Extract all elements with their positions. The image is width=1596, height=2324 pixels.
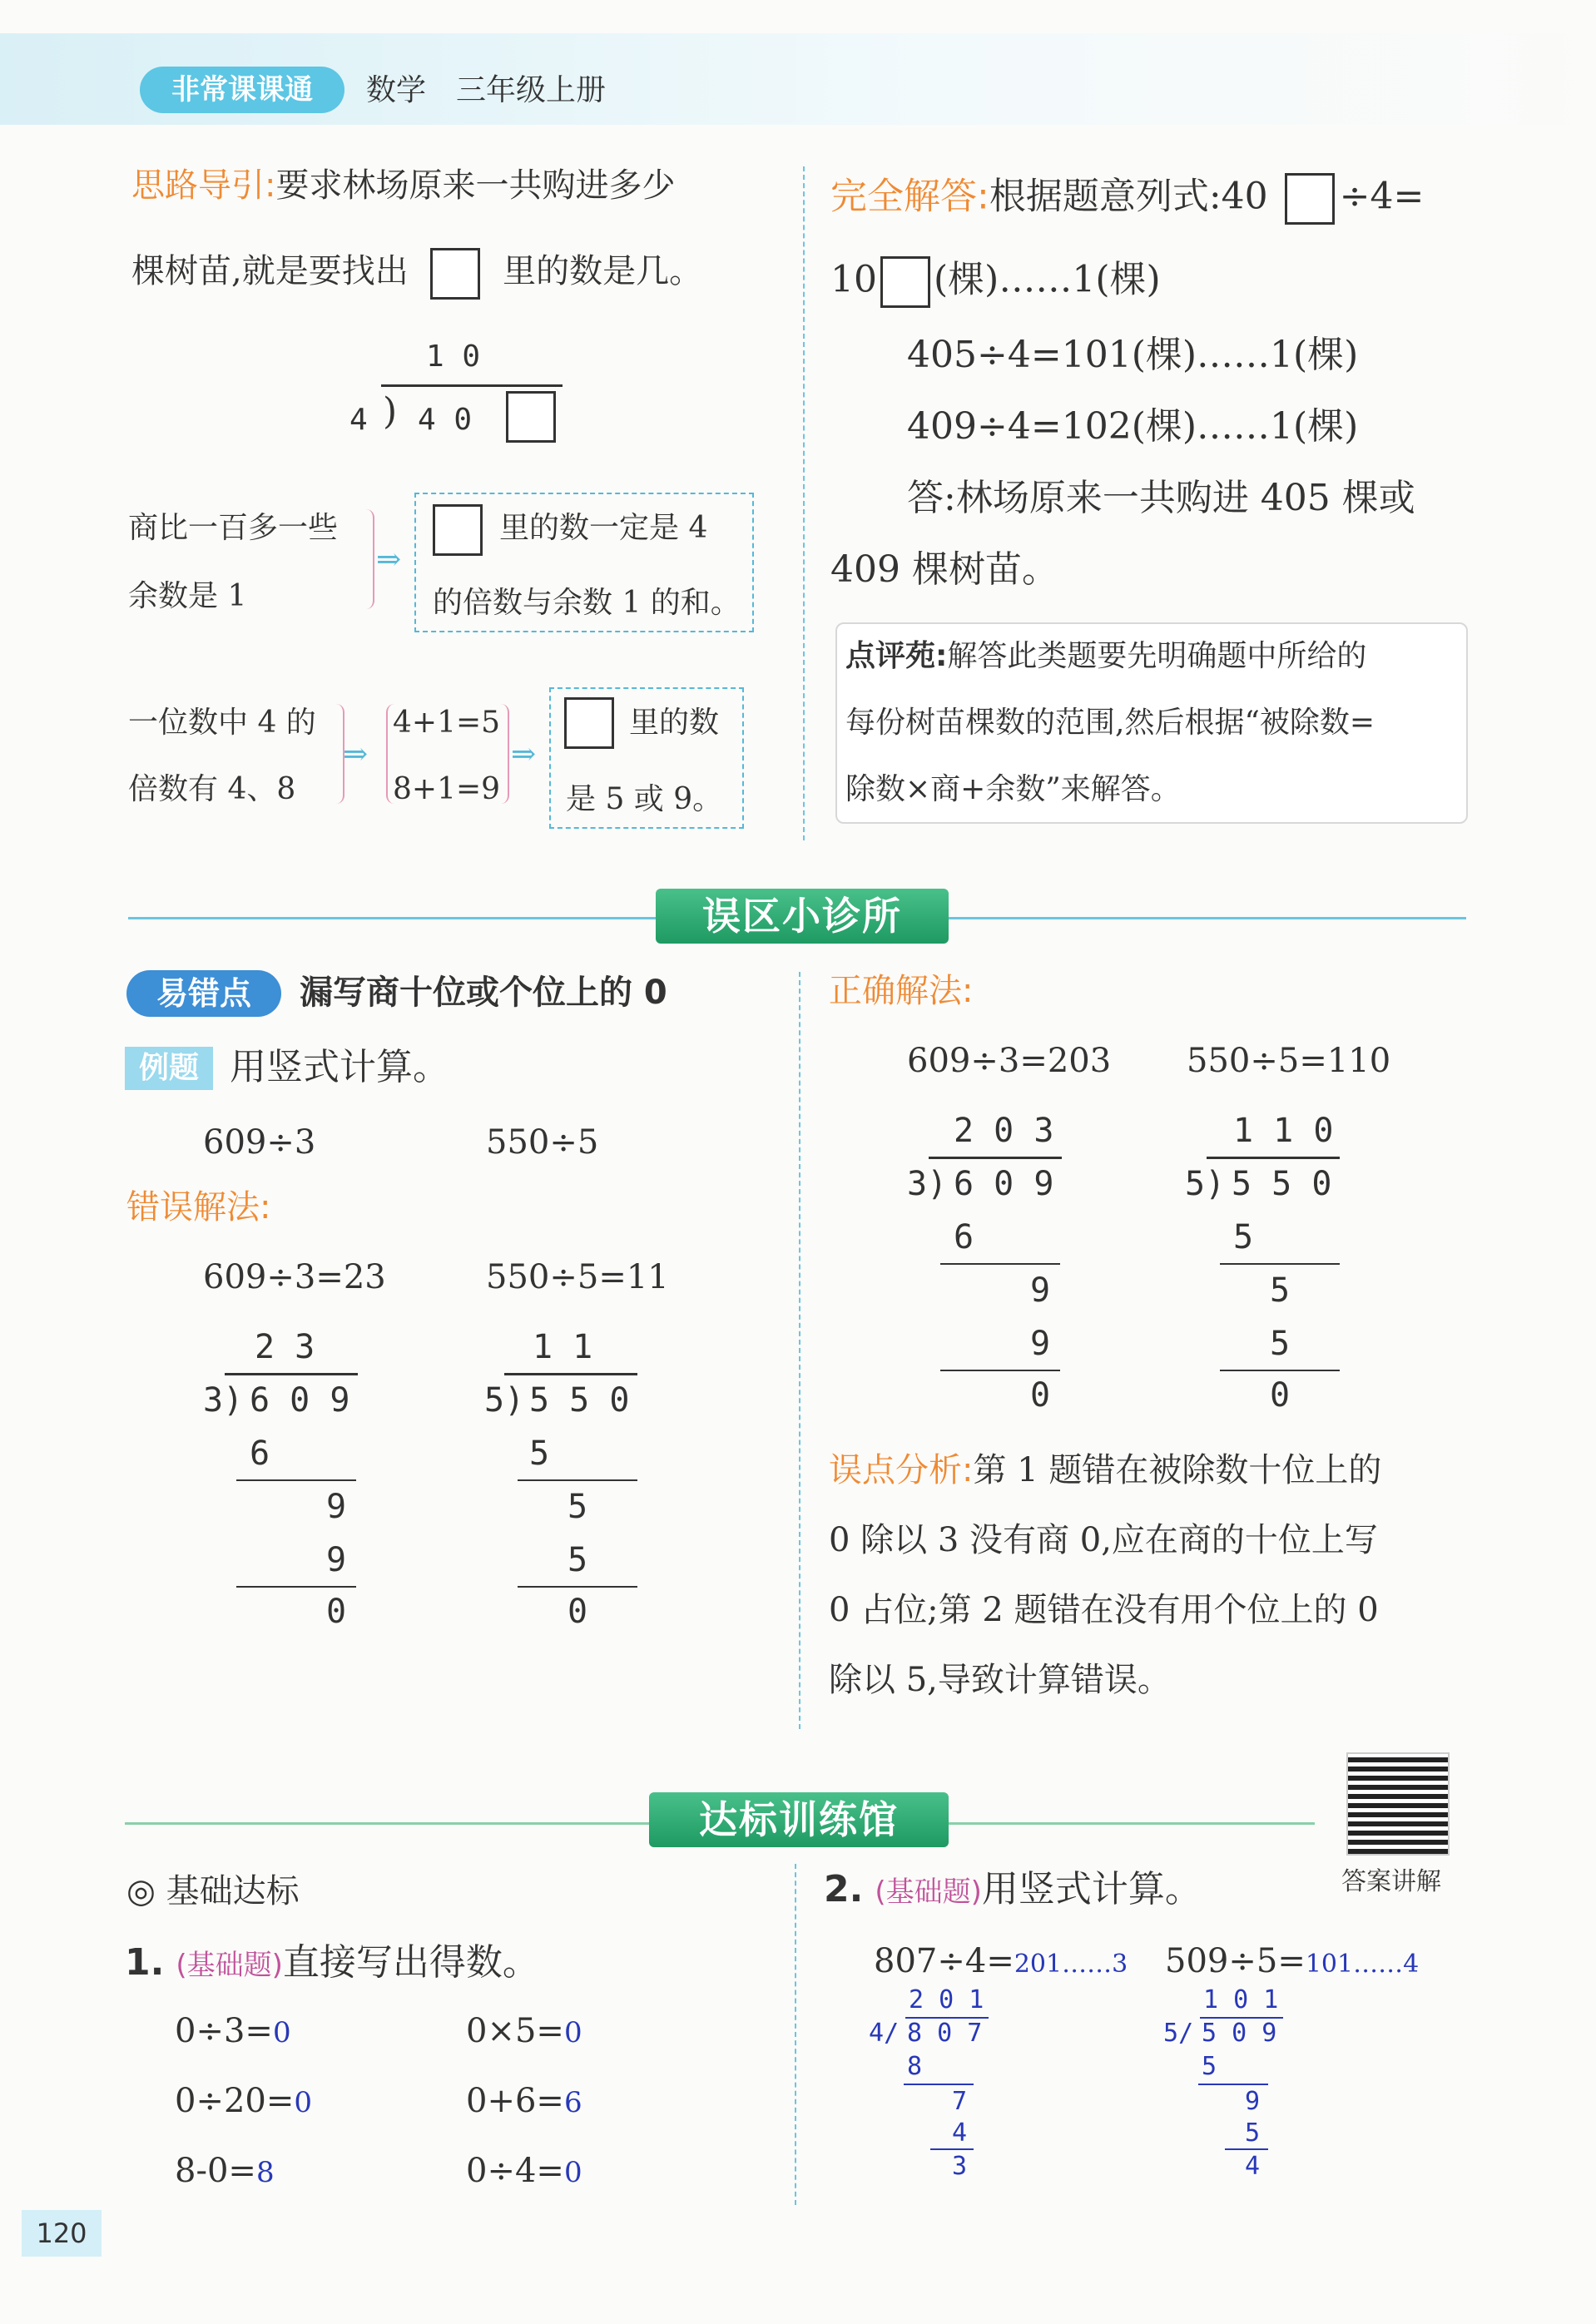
answer-line2: 10 (棵)……1(棵) bbox=[830, 256, 1161, 308]
w1-step2: 9 bbox=[326, 1488, 347, 1526]
analysis-line2: 棵树苗,就是要找出 里的数是几。 bbox=[131, 248, 702, 300]
note2-eq1: 4+1=5 bbox=[393, 706, 501, 740]
mistake-title: 漏写商十位或个位上的 0 bbox=[300, 974, 667, 1012]
example-q2: 550÷5 bbox=[486, 1123, 599, 1162]
w1-rule1 bbox=[236, 1479, 356, 1481]
column-divider-3 bbox=[795, 1864, 798, 2205]
c1-divisor: 4/ bbox=[869, 2019, 900, 2048]
c1-step2: 7 bbox=[952, 2087, 968, 2116]
qr-code-icon[interactable] bbox=[1346, 1752, 1450, 1856]
w2-dividend: 5 5 0 bbox=[529, 1381, 630, 1420]
c1-step3: 4 bbox=[952, 2118, 968, 2148]
header-badge: 非常课课通 bbox=[140, 67, 344, 113]
division-divisor: 4 bbox=[349, 403, 368, 437]
wrong-eq1: 609÷3=23 bbox=[203, 1258, 386, 1296]
c1-dividend: 8 0 7 bbox=[907, 2019, 983, 2048]
r2-step1: 5 bbox=[1233, 1218, 1254, 1256]
c2-divisor: 5/ bbox=[1163, 2019, 1194, 2048]
division-quotient: 1 0 bbox=[426, 339, 481, 374]
r2-step3: 5 bbox=[1270, 1325, 1291, 1363]
note1-arrow: ⇒ bbox=[376, 543, 402, 577]
r2-divisor: 5) bbox=[1185, 1165, 1226, 1203]
answer-eq1: 405÷4=101(棵)……1(棵) bbox=[907, 334, 1359, 376]
answer-eq2: 409÷4=102(棵)……1(棵) bbox=[907, 405, 1359, 448]
note1-text-a: 商比一百多一些 bbox=[128, 511, 339, 545]
q1-item-1: 0×5=0 bbox=[466, 2012, 582, 2050]
w1-step3: 9 bbox=[326, 1541, 347, 1579]
example-text: 用竖式计算。 bbox=[230, 1046, 449, 1088]
note2-box-text-b: 是 5 或 9。 bbox=[566, 782, 723, 816]
column-divider bbox=[803, 166, 806, 840]
w1-dividend: 6 0 9 bbox=[250, 1381, 350, 1420]
r1-divisor: 3) bbox=[907, 1165, 948, 1203]
division-bar bbox=[381, 384, 563, 387]
right-label: 正确解法: bbox=[829, 972, 974, 1010]
note1-brace bbox=[361, 509, 374, 609]
example-tag: 例题 bbox=[125, 1047, 213, 1090]
section1-banner: 误区小诊所 bbox=[656, 889, 949, 944]
c1-step1: 8 bbox=[907, 2052, 923, 2081]
w2-quotient: 1 1 bbox=[533, 1328, 593, 1366]
q2-line: 2. (基础题)用竖式计算。 bbox=[824, 1868, 1202, 1910]
comment-line1: 点评苑:解答此类题要先明确题中所给的 bbox=[845, 639, 1367, 673]
r1-dividend: 6 0 9 bbox=[954, 1165, 1054, 1203]
c2-step3: 5 bbox=[1245, 2118, 1261, 2148]
header-grade: 三年级上册 bbox=[456, 73, 607, 107]
r2-rule2 bbox=[1220, 1370, 1340, 1371]
w1-bar bbox=[225, 1373, 358, 1375]
mistake-analysis-4: 除以 5,导致计算错误。 bbox=[829, 1661, 1171, 1699]
division-bracket: ) bbox=[383, 390, 398, 433]
mistake-analysis-3: 0 占位;第 2 题错在没有用个位上的 0 bbox=[829, 1591, 1379, 1629]
w1-rule2 bbox=[236, 1586, 356, 1588]
r2-step2: 5 bbox=[1270, 1271, 1291, 1310]
mistake-analysis-1: 误点分析:第 1 题错在被除数十位上的 bbox=[829, 1451, 1382, 1489]
division-blank-box bbox=[506, 391, 556, 443]
qr-caption: 答案讲解 bbox=[1341, 1867, 1441, 1896]
c1-rule1 bbox=[904, 2084, 974, 2085]
w1-step4: 0 bbox=[326, 1593, 347, 1631]
q2-calc-1: 807÷4=201……3 bbox=[874, 1942, 1128, 1980]
q1-line: 1. (基础题)直接写出得数。 bbox=[125, 1941, 539, 1984]
r1-step1: 6 bbox=[954, 1218, 974, 1256]
note1-box-text-b: 的倍数与余数 1 的和。 bbox=[433, 586, 741, 620]
comment-line3: 除数×商+余数”来解答。 bbox=[845, 772, 1181, 806]
w2-rule1 bbox=[518, 1479, 637, 1481]
q1-item-4: 8-0=8 bbox=[175, 2152, 275, 2190]
comment-line2: 每份树苗棵数的范围,然后根据“被除数= bbox=[845, 706, 1375, 740]
practice-heading: ◎ 基础达标 bbox=[126, 1872, 300, 1910]
w1-step1: 6 bbox=[250, 1435, 270, 1473]
w2-step1: 5 bbox=[529, 1435, 550, 1473]
note2-arrow-1: ⇒ bbox=[343, 737, 369, 771]
c2-step2: 9 bbox=[1245, 2087, 1261, 2116]
q1-item-0: 0÷3=0 bbox=[175, 2012, 291, 2050]
right-eq2: 550÷5=110 bbox=[1187, 1042, 1391, 1080]
note1-box-text-a: 里的数一定是 4 bbox=[499, 511, 708, 545]
r2-bar bbox=[1207, 1157, 1340, 1159]
answer-line1: 完全解答:根据题意列式:40 ÷4= bbox=[830, 173, 1424, 225]
c2-quotient: 1 0 1 bbox=[1203, 1985, 1279, 2014]
w1-divisor: 3) bbox=[203, 1381, 244, 1420]
column-divider-2 bbox=[799, 972, 802, 1729]
q1-item-5: 0÷4=0 bbox=[466, 2152, 582, 2190]
note2-text-a: 一位数中 4 的 bbox=[128, 706, 316, 740]
mistake-tag: 易错点 bbox=[126, 970, 281, 1017]
analysis-line1: 思路导引:要求林场原来一共购进多少 bbox=[131, 166, 676, 205]
q1-item-2: 0÷20=0 bbox=[175, 2082, 313, 2120]
r1-rule1 bbox=[940, 1263, 1060, 1265]
note1-text-b: 余数是 1 bbox=[128, 579, 247, 613]
r1-step4: 0 bbox=[1030, 1376, 1051, 1415]
c2-step4: 4 bbox=[1245, 2152, 1261, 2181]
c1-quotient: 2 0 1 bbox=[909, 1985, 984, 2014]
w2-step3: 5 bbox=[568, 1541, 588, 1579]
example-q1: 609÷3 bbox=[203, 1123, 316, 1162]
r1-rule2 bbox=[940, 1370, 1060, 1371]
w2-bar bbox=[504, 1373, 637, 1375]
r2-step4: 0 bbox=[1270, 1376, 1291, 1415]
r2-quotient: 1 1 0 bbox=[1233, 1112, 1334, 1150]
r1-quotient: 2 0 3 bbox=[954, 1112, 1054, 1150]
r1-step2: 9 bbox=[1030, 1271, 1051, 1310]
note2-box-text-a: 里的数 bbox=[629, 706, 720, 740]
mistake-analysis-2: 0 除以 3 没有商 0,应在商的十位上写 bbox=[829, 1521, 1378, 1559]
header-subject: 数学 bbox=[366, 73, 427, 107]
r2-rule1 bbox=[1220, 1263, 1340, 1265]
w1-quotient: 2 3 bbox=[255, 1328, 315, 1366]
note2-brace-right bbox=[499, 704, 509, 804]
c2-dividend: 5 0 9 bbox=[1202, 2019, 1277, 2048]
note2-eq2: 8+1=9 bbox=[393, 772, 501, 806]
note2-blank-box bbox=[564, 697, 614, 749]
note2-text-b: 倍数有 4、8 bbox=[128, 772, 296, 806]
w2-rule2 bbox=[518, 1586, 637, 1588]
wrong-eq2: 550÷5=11 bbox=[486, 1258, 669, 1296]
answer-blank-box-1 bbox=[1285, 173, 1335, 225]
division-dividend: 4 0 bbox=[418, 403, 473, 437]
r2-dividend: 5 5 0 bbox=[1232, 1165, 1332, 1203]
section2-banner: 达标训练馆 bbox=[649, 1792, 949, 1847]
w2-step2: 5 bbox=[568, 1488, 588, 1526]
q2-calc-2: 509÷5=101……4 bbox=[1165, 1942, 1420, 1980]
right-eq1: 609÷3=203 bbox=[907, 1042, 1112, 1080]
w2-divisor: 5) bbox=[484, 1381, 525, 1420]
c2-rule1 bbox=[1198, 2084, 1268, 2085]
c2-rule2 bbox=[1225, 2148, 1268, 2150]
answer-ans2: 409 棵树苗。 bbox=[830, 548, 1058, 591]
q1-item-3: 0+6=6 bbox=[466, 2082, 582, 2120]
c2-step1: 5 bbox=[1202, 2052, 1217, 2081]
c1-step4: 3 bbox=[952, 2152, 968, 2181]
blank-box bbox=[430, 248, 480, 300]
r1-bar bbox=[929, 1157, 1062, 1159]
page-number: 120 bbox=[22, 2210, 102, 2257]
answer-blank-box-2 bbox=[880, 256, 930, 308]
note1-blank-box bbox=[433, 504, 483, 556]
w2-step4: 0 bbox=[568, 1593, 588, 1631]
wrong-label: 错误解法: bbox=[126, 1188, 271, 1226]
note2-arrow-2: ⇒ bbox=[511, 737, 537, 771]
c1-rule2 bbox=[930, 2148, 974, 2150]
answer-ans1: 答:林场原来一共购进 405 棵或 bbox=[907, 477, 1415, 519]
r1-step3: 9 bbox=[1030, 1325, 1051, 1363]
